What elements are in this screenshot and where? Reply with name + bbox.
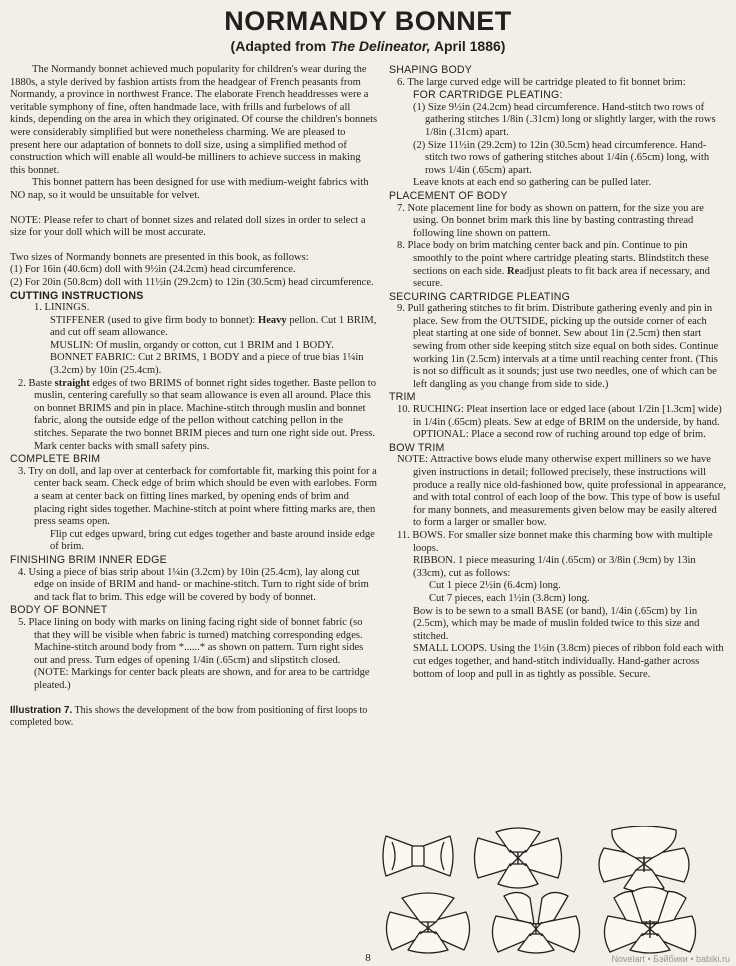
right-column (389, 64, 727, 681)
bow-note: NOTE: Attractive bows elude many otherwise expert milliners so we have given instructions in detail; followed precisely, these instructions will produce a really nice old-fashioned bow, quite professional in appearance, and with total control of each loop of the bow. This type of bow is useful for many bonnets, and measurements given below may be easily altered to form a larger or smaller bow. (397, 454, 726, 529)
optional-text: OPTIONAL: Place a second row of ruching around top edge of brim. (413, 429, 706, 441)
step-1: 1. LININGS. (34, 302, 90, 314)
step-7: 7. Note placement line for body as shown on pattern, for the size you are using. On bonnet brim mark this line by basting contrasting thread following line shown on pattern. (397, 202, 704, 239)
cut-seven-text: Cut 7 pieces, each 1½in (3.8cm) long. (429, 592, 590, 604)
base-text: Bow is to be sewn to a small BASE (or band), 1/4in (.65cm) by 1in (2.5cm), which may be made of muslin folded twice to this size and stitched. (413, 605, 700, 642)
bow-stage-6 (604, 887, 695, 953)
leave-knots-text: Leave knots at each end so gathering can be pulled later. (413, 177, 652, 189)
cut-one-text: Cut 1 piece 2½in (6.4cm) long. (429, 580, 561, 592)
bow-heading: BOW TRIM (389, 441, 445, 454)
step-11: 11. BOWS. For smaller size bonnet make this charming bow with multiple loops. (397, 529, 713, 554)
bow-stage-5 (492, 892, 579, 953)
finishing-heading: FINISHING BRIM INNER EDGE (10, 553, 167, 566)
fabric-text: BONNET FABRIC: Cut 2 BRIMS, 1 BODY and a piece of true bias 1¼in (3.2cm) by 10in (25.4cm). (50, 352, 364, 377)
size-option: (2) For 20in (50.8cm) doll with 11½in (29.2cm) to 12in (30.5cm) head circumference. (10, 276, 374, 288)
bow-illustration (378, 826, 730, 956)
pleat-option: (1) Size 9½in (24.2cm) head circumference. Hand-stitch two rows of gathering stitches 1/8in (.31cm) long or slightly larger, with the rows 1/8in (.31cm) apart. (413, 101, 716, 138)
bow-stage-1 (383, 836, 453, 876)
body-heading: BODY OF BONNET (10, 604, 108, 617)
bow-stage-2 (475, 828, 562, 888)
pleat-option: (2) Size 11½in (29.2cm) to 12in (30.5cm) head circumference. Hand-stitch two rows of gathering stitches about 1/4in (.65cm) long, with rows 1/4in (.65cm) apart. (413, 139, 710, 176)
trim-heading: TRIM (389, 391, 416, 404)
step-8: 8. Place body on brim matching center back and pin. Continue to pin smoothly to the point where cartridge pleating starts. Blindstitch these sections on each side. Readjust pleats to fit back area if necessary, and secure. (397, 240, 710, 290)
shaping-heading: SHAPING BODY (389, 64, 473, 76)
placement-heading: PLACEMENT OF BODY (389, 189, 508, 202)
complete-brim-heading: COMPLETE BRIM (10, 453, 101, 466)
cartridge-subheading: FOR CARTRIDGE PLEATING: (413, 89, 563, 102)
page-title: NORMANDY BONNET (224, 6, 512, 36)
ribbon-text: RIBBON. 1 piece measuring 1/4in (.65cm) or 3/8in (.9cm) by 13in (33cm), cut as follows: (413, 555, 696, 579)
step-5-note: (NOTE: Markings for center back pleats are shown, and for area to be cartridge pleated.) (34, 667, 370, 691)
step-2: 2. Baste straight edges of two BRIMS of bonnet right sides together. Baste pellon to muslin, centering carefully so that seam allowance is even all around. Place this on bonnet BRIMS and pin in place. Machine-stitch through muslin and bonnet fabric, along the outside edge of the pellon without catching pellon in the stitches. Separate the two bonnet BRIM pieces and turn one right side out. Press. Mark center backs with small safety pins. (18, 377, 376, 452)
step-10: 10. RUCHING: Pleat insertion lace or edged lace (about 1/2in [1.3cm] wide) in 1/4in (.65cm) pleats. Sew at edge of BRIM on the underside, by hand. (397, 404, 722, 428)
stiffener-text: STIFFENER (used to give firm body to bonnet): Heavy pellon. Cut 1 BRIM, and cut off seam allowance. (50, 314, 377, 339)
page-number: 8 (365, 952, 371, 964)
bow-stage-4 (386, 893, 469, 953)
securing-heading: SECURING CARTRIDGE PLEATING (389, 290, 571, 303)
page-subtitle: (Adapted from The Delineator, April 1886) (230, 38, 506, 54)
intro-paragraph: The Normandy bonnet achieved much popularity for children's wear during the 1880s, a style derived by fashion artists from the headgear of French peasants from Normandy, a province in northwest France. The elaborate French headdresses were a veritable symphony of fine, often handmade lace, with frills and furbelows of all kinds, depending on the area in which they originated. Of course the children's bonnets were considerably simplified but were nonetheless charming. We are pleased to present here our adaptation of bonnets to doll size, using a simplified method of construction which will enable all would-be milliners to achieve success in making this bonnet. (10, 64, 378, 176)
left-column (10, 64, 378, 729)
sizes-intro: Two sizes of Normandy bonnets are presented in this book, as follows: (10, 251, 309, 263)
step-5: 5. Place lining on body with marks on lining facing right side of bonnet fabric (so that they will be visible when fabric is turned) matching corresponding edges. Machine-stitch around body from *......* as shown on pattern. Turn right sides out and press. Turn edges of opening 1/4in (.65cm) and slipstitch closed. (18, 616, 364, 666)
step-6: 6. The large curved edge will be cartridge pleated to fit bonnet brim: (397, 76, 686, 88)
step-3: 3. Try on doll, and lap over at centerback for comfortable fit, marking this point for a center back seam. Check edge of brim which should be even with earlobes. Form a seam at center back on fitting lines marked, by opening ends of brim and placing right sides together. Machine-stitch at point where fitting marks are, then press seams open. (18, 465, 377, 528)
step-4: 4. Using a piece of bias strip about 1¼in (3.2cm) by 10in (25.4cm), lay along cut edge on inside of BRIM and hand- or machine-stitch. Turn to right side of brim and tack flat to brim. This edge will be covered by body of bonnet. (18, 566, 369, 603)
size-option: (1) For 16in (40.6cm) doll with 9½in (24.2cm) head circumference. (10, 264, 296, 276)
step-9: 9. Pull gathering stitches to fit brim. Distribute gathering evenly and pin in place. Sew from the OUTSIDE, picking up the outside corner of each pleat starting at one side of bonnet. Sew about 1in (2.5cm) then start sewing from other side keeping stitch size equal on both sides. Continue working 1in (2.5cm) intervals at a time until reaching center front. (This is not so difficult as it sounds; just use two needles, one of which can be left dangling as you change from side to side.) (397, 303, 719, 390)
step-3-continued: Flip cut edges upward, bring cut edges together and baste around inside edge of brim. (50, 528, 375, 553)
illustration-caption: Illustration 7. This shows the development of the bow from positioning of first loops to completed bow. (10, 704, 368, 728)
muslin-text: MUSLIN: Of muslin, organdy or cotton, cut 1 BRIM and 1 BODY. (50, 339, 334, 351)
watermark: Novelart • Бэйбики • babiki.ru (611, 954, 730, 964)
small-loops-text: SMALL LOOPS. Using the 1½in (3.8cm) pieces of ribbon fold each with cut edges together, and hand-stitch individually. Hand-gather across bottom of loop and pull in as tightly as possible. Secure. (413, 643, 724, 680)
cutting-heading: CUTTING INSTRUCTIONS (10, 289, 144, 302)
size-chart-note: NOTE: Please refer to chart of bonnet sizes and related doll sizes in order to select a size for your doll which will be most accurate. (10, 214, 366, 239)
bow-stage-3 (599, 826, 689, 892)
intro-paragraph: This bonnet pattern has been designed for use with medium-weight fabrics with NO nap, so it would be unsuitable for velvet. (10, 177, 369, 201)
